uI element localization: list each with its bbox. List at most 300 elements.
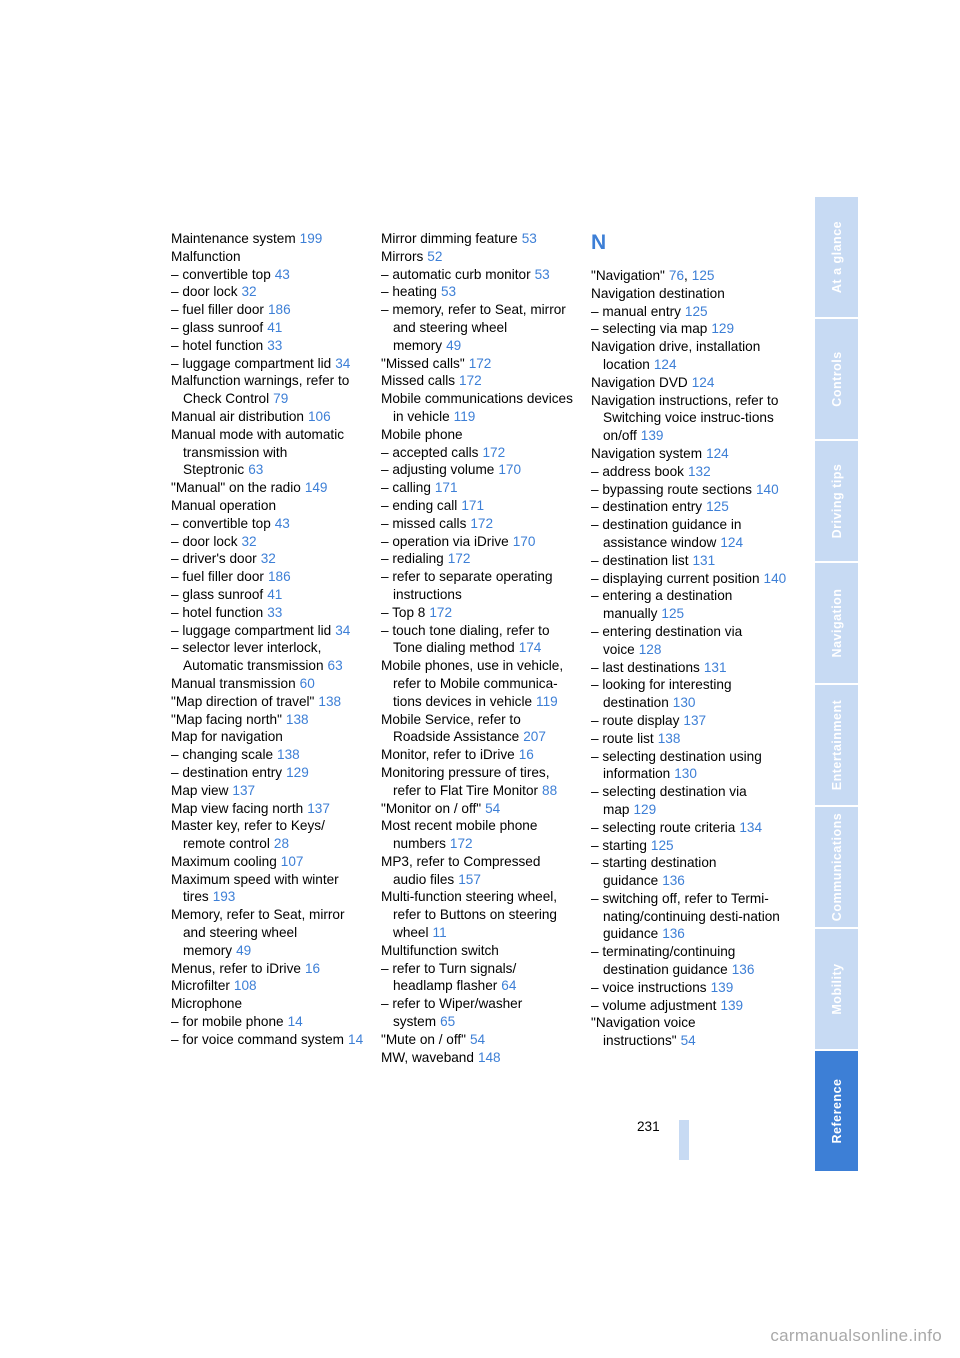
index-entry-text: – calling xyxy=(381,480,431,496)
index-entry xyxy=(381,657,577,710)
index-entry xyxy=(591,552,787,570)
index-entry-text: Microfilter xyxy=(171,978,230,994)
index-entry xyxy=(591,979,787,997)
index-entry xyxy=(381,444,577,462)
page-reference-link[interactable]: 32 xyxy=(241,533,257,549)
index-entry xyxy=(171,301,367,319)
index-entry xyxy=(171,728,367,746)
index-entry xyxy=(591,854,787,890)
index-entry-text: Malfunction xyxy=(171,248,241,264)
page-ref-separator: , xyxy=(684,268,688,283)
page-reference-link[interactable]: 64 xyxy=(501,978,517,994)
index-entry xyxy=(591,481,787,499)
page-reference-link[interactable]: 106 xyxy=(307,408,331,424)
index-entry-text: – refer to Turn signals/ headlamp flasher xyxy=(381,960,517,994)
index-entry xyxy=(591,676,787,712)
index-entry-text: – Top 8 xyxy=(381,604,426,620)
index-entry-text: – displaying current position xyxy=(591,570,760,586)
tab-label: Navigation xyxy=(829,588,844,658)
index-entry xyxy=(381,853,577,889)
page-reference-link[interactable]: 52 xyxy=(427,248,443,264)
page-reference-link[interactable]: 138 xyxy=(318,693,342,709)
index-entry-text: "Mute on / off" xyxy=(381,1031,466,1047)
page-reference-link[interactable]: 157 xyxy=(458,871,481,887)
index-entry xyxy=(591,285,787,303)
page-reference-link[interactable]: 139 xyxy=(720,997,744,1013)
page-reference-link[interactable]: 172 xyxy=(429,604,453,620)
page-number: 231 xyxy=(637,1119,660,1134)
index-entry-text: "Navigation" xyxy=(591,268,665,283)
index-entry-text: Multifunction switch xyxy=(381,942,499,958)
page-reference-link[interactable]: 32 xyxy=(241,284,257,300)
index-entry xyxy=(591,730,787,748)
index-entry xyxy=(381,604,577,622)
page-reference-link[interactable]: 139 xyxy=(710,979,734,995)
index-entry-text: – adjusting volume xyxy=(381,462,495,478)
index-column-3 xyxy=(591,230,787,1050)
page-reference-link[interactable]: 65 xyxy=(440,1014,456,1030)
page-reference-link[interactable]: 125 xyxy=(684,303,708,319)
index-entry xyxy=(171,622,367,640)
page-reference-link[interactable]: 14 xyxy=(348,1031,364,1047)
page-reference-link[interactable]: 124 xyxy=(720,534,744,550)
index-entry-text: Navigation destination xyxy=(591,285,725,301)
index-entry xyxy=(591,712,787,730)
index-entry xyxy=(591,392,787,445)
index-entry-text: – selecting destination via map xyxy=(591,784,747,817)
page-reference-link[interactable]: 108 xyxy=(233,978,257,994)
index-entry xyxy=(591,303,787,321)
index-entry-text: – refer to separate operating instructions xyxy=(381,569,553,602)
page-reference-link[interactable]: 107 xyxy=(280,853,304,869)
page-reference-link[interactable]: 41 xyxy=(267,319,283,335)
page-reference-link[interactable]: 43 xyxy=(274,266,290,282)
index-entry xyxy=(171,711,367,729)
index-entry xyxy=(591,338,787,374)
index-entry xyxy=(381,301,577,354)
index-entry-text: Menus, refer to iDrive xyxy=(171,960,301,976)
index-entry xyxy=(171,248,367,266)
index-entry xyxy=(171,479,367,497)
index-entry xyxy=(171,853,367,871)
index-entry-text: Monitoring pressure of tires, refer to Flat Tire Monitor xyxy=(381,764,550,798)
index-entry xyxy=(591,320,787,338)
page-reference-link[interactable]: 207 xyxy=(523,729,546,745)
page-reference-link[interactable]: 76 xyxy=(668,268,685,283)
page-reference-link[interactable]: 136 xyxy=(662,873,685,889)
index-entry-text: Navigation system xyxy=(591,445,703,461)
index-entry xyxy=(381,1031,577,1049)
index-entry xyxy=(171,230,367,248)
page-reference-link[interactable]: 88 xyxy=(542,782,558,798)
index-letter-heading: N xyxy=(591,231,607,254)
index-entry xyxy=(591,837,787,855)
index-entry-text: – selecting route criteria xyxy=(591,819,736,835)
index-entry-text: – manual entry xyxy=(591,303,681,319)
index-entry xyxy=(591,659,787,677)
tab-label: Controls xyxy=(829,351,844,407)
tab-label: Reference xyxy=(829,1078,844,1144)
index-entry-text: – last destinations xyxy=(591,659,700,675)
page-reference-link[interactable]: 28 xyxy=(273,836,290,852)
index-entry xyxy=(591,570,787,588)
index-entry xyxy=(381,283,577,301)
index-entry-text: – touch tone dialing, refer to Tone dialing method xyxy=(381,622,550,656)
index-entry-text: – starting destination guidance xyxy=(591,855,717,889)
index-entry-text: – switching off, refer to Termi-nating/continuing desti-nation guidance xyxy=(591,890,780,942)
index-entry xyxy=(381,533,577,551)
index-entry-text: Manual operation xyxy=(171,497,277,513)
index-entry-text: – selector lever interlock, Automatic transmission xyxy=(171,640,324,674)
index-entry xyxy=(591,1014,787,1050)
page-reference-link[interactable]: 134 xyxy=(739,819,763,835)
index-entry-text: "Monitor on / off" xyxy=(381,800,482,816)
index-entry-text: – ending call xyxy=(381,497,458,513)
index-entry-text: Map view facing north xyxy=(171,800,304,816)
index-entry-text: "Missed calls" xyxy=(381,355,465,371)
page-reference-link[interactable]: 129 xyxy=(711,321,735,337)
index-entry xyxy=(381,817,577,853)
page-reference-link[interactable]: 172 xyxy=(447,551,471,567)
index-entry xyxy=(381,248,577,266)
index-entry xyxy=(591,943,787,979)
index-entry-text: "Map facing north" xyxy=(171,711,282,727)
index-entry-text: – door lock xyxy=(171,284,238,300)
page-reference-link[interactable]: 140 xyxy=(763,570,787,586)
index-entry-text: Monitor, refer to iDrive xyxy=(381,747,515,763)
index-entry xyxy=(171,568,367,586)
page-reference-link[interactable]: 138 xyxy=(657,730,681,746)
index-entry-text: – destination list xyxy=(591,552,689,568)
index-entry-text: Navigation DVD xyxy=(591,374,688,390)
index-column-2 xyxy=(381,230,577,1066)
index-entry-text: – memory, refer to Seat, mirror and steering wheel memory xyxy=(381,302,566,353)
page-reference-link[interactable]: 53 xyxy=(521,231,537,246)
page-reference-link[interactable]: 53 xyxy=(440,284,457,300)
index-entry-text: – luggage compartment lid xyxy=(171,622,332,638)
index-entry-text: – terminating/continuing destination guidance xyxy=(591,944,736,978)
page-reference-link[interactable]: 130 xyxy=(674,766,697,782)
page-reference-link[interactable]: 140 xyxy=(755,481,779,497)
tab-entertainment[interactable] xyxy=(815,685,858,807)
index-entry-text: Navigation drive, installation location xyxy=(591,339,761,372)
index-entry xyxy=(381,497,577,515)
index-entry-text: "Map direction of travel" xyxy=(171,693,315,709)
page-reference-link[interactable]: 43 xyxy=(274,515,290,531)
index-entry xyxy=(171,604,367,622)
index-entry xyxy=(171,372,367,408)
index-entry xyxy=(591,783,787,819)
page-reference-link[interactable]: 139 xyxy=(640,428,664,444)
index-entry-text: – for voice command system xyxy=(171,1031,345,1047)
index-entry xyxy=(171,1031,367,1049)
index-entry xyxy=(591,463,787,481)
page-reference-link[interactable]: 119 xyxy=(536,693,558,709)
index-entry-text: Memory, refer to Seat, mirror and steering wheel memory xyxy=(171,907,345,958)
page-reference-link[interactable]: 136 xyxy=(662,926,685,942)
index-entry-text: Multi-function steering wheel, refer to Buttons on steering wheel xyxy=(381,889,558,941)
tab-navigation[interactable] xyxy=(815,563,858,685)
index-entry xyxy=(171,533,367,551)
index-entry xyxy=(171,319,367,337)
index-entry xyxy=(171,355,367,373)
page-reference-link[interactable]: 63 xyxy=(248,462,264,478)
page-reference-link[interactable]: 60 xyxy=(299,675,315,691)
index-entry-text: – route display xyxy=(591,712,680,728)
page-reference-link[interactable]: 148 xyxy=(477,1049,501,1065)
index-entry xyxy=(381,764,577,800)
page-reference-link[interactable]: 49 xyxy=(236,942,252,958)
page-reference-link[interactable]: 170 xyxy=(498,462,522,478)
page-reference-link[interactable]: 33 xyxy=(267,337,283,353)
page-reference-link[interactable]: 171 xyxy=(434,480,458,496)
page-reference-link[interactable]: 54 xyxy=(680,1033,696,1049)
index-entry xyxy=(171,764,367,782)
index-entry xyxy=(171,515,367,533)
index-entry-text: Manual mode with automatic transmission with Steptronic xyxy=(171,426,345,478)
index-entry xyxy=(381,888,577,941)
index-entry-text: Manual transmission xyxy=(171,675,296,691)
watermark: carmanualsonline.info xyxy=(770,1326,942,1345)
page-reference-link[interactable]: 193 xyxy=(212,889,236,905)
page-reference-link[interactable]: 137 xyxy=(307,800,330,816)
index-entry xyxy=(591,623,787,659)
index-entry-text: Maintenance system xyxy=(171,231,296,246)
index-entry xyxy=(171,995,367,1013)
index-entry xyxy=(171,782,367,800)
index-entry xyxy=(591,445,787,463)
index-entry-text: – destination entry xyxy=(171,764,283,780)
index-entry-text: Manual air distribution xyxy=(171,408,304,424)
index-entry-text: "Navigation voice instructions" xyxy=(591,1015,696,1049)
index-entry xyxy=(591,890,787,943)
index-entry xyxy=(381,390,577,426)
page-reference-link[interactable]: 63 xyxy=(327,658,343,674)
tab-label: Entertainment xyxy=(829,699,844,791)
index-entry xyxy=(171,906,367,959)
page-reference-link[interactable]: 119 xyxy=(453,408,476,424)
page-reference-link[interactable]: 172 xyxy=(468,355,492,371)
index-entry xyxy=(171,960,367,978)
page-reference-link[interactable]: 186 xyxy=(267,302,291,318)
index-entry xyxy=(171,283,367,301)
tab-label: Driving tips xyxy=(829,463,844,539)
page-reference-link[interactable]: 128 xyxy=(638,641,662,657)
page-reference-link[interactable]: 33 xyxy=(267,604,283,620)
page-reference-link[interactable]: 149 xyxy=(304,480,328,496)
tab-at-a-glance[interactable] xyxy=(815,197,858,319)
page-reference-link[interactable]: 14 xyxy=(287,1014,303,1030)
tab-communications[interactable] xyxy=(815,807,858,929)
page-reference-link[interactable]: 54 xyxy=(485,800,501,816)
page-reference-link[interactable]: 32 xyxy=(260,551,276,567)
index-entry-text: – accepted calls xyxy=(381,444,479,460)
index-entry-text: – fuel filler door xyxy=(171,569,264,585)
index-entry xyxy=(591,748,787,784)
page-reference-link[interactable]: 34 xyxy=(335,622,351,638)
index-entry-text: Maximum cooling xyxy=(171,853,277,869)
index-entry xyxy=(171,266,367,284)
index-entry-text: Map view xyxy=(171,782,229,798)
index-entry xyxy=(171,871,367,907)
index-entry xyxy=(381,355,577,373)
tab-driving-tips[interactable] xyxy=(815,441,858,563)
index-entry-text: – refer to Wiper/washer system xyxy=(381,996,523,1030)
index-entry-text: – destination guidance in assistance window xyxy=(591,517,742,550)
tab-reference[interactable] xyxy=(815,1051,858,1173)
tab-label: Communications xyxy=(829,812,844,922)
index-column-1 xyxy=(171,230,367,1049)
index-entry xyxy=(381,461,577,479)
page-reference-link[interactable]: 79 xyxy=(273,391,289,407)
index-entry-text: – operation via iDrive xyxy=(381,533,509,549)
index-entry-text: – starting xyxy=(591,837,647,853)
page-reference-link[interactable]: 125 xyxy=(691,268,715,283)
tab-mobility[interactable] xyxy=(815,929,858,1051)
index-entry-text: – hotel function xyxy=(171,337,264,353)
page-reference-link[interactable]: 172 xyxy=(470,515,494,531)
index-entry-text: – selecting via map xyxy=(591,321,708,337)
index-entry xyxy=(171,337,367,355)
index-entry xyxy=(171,639,367,675)
page-reference-link[interactable]: 125 xyxy=(706,499,729,515)
index-entry-text: – heating xyxy=(381,284,437,300)
page-reference-link[interactable]: 53 xyxy=(534,266,550,282)
index-entry-text: – looking for interesting destination xyxy=(591,677,732,711)
page-reference-link[interactable]: 129 xyxy=(286,764,309,780)
page-reference-link[interactable]: 49 xyxy=(446,337,462,353)
index-entry xyxy=(381,479,577,497)
index-entry-text: – missed calls xyxy=(381,515,467,531)
page-reference-link[interactable]: 131 xyxy=(703,659,727,675)
index-entry xyxy=(381,711,577,747)
index-entry xyxy=(171,408,367,426)
tab-label: At a glance xyxy=(829,220,844,294)
index-entry-text: Mobile Service, refer to Roadside Assistance xyxy=(381,711,521,745)
index-entry-text: MW, waveband xyxy=(381,1049,474,1065)
page-reference-link[interactable]: 199 xyxy=(299,231,323,246)
page-reference-link[interactable]: 137 xyxy=(683,712,707,728)
page-reference-link[interactable]: 11 xyxy=(432,925,447,941)
page-reference-link[interactable]: 132 xyxy=(687,463,711,479)
index-entry-text: Malfunction warnings, refer to Check Control xyxy=(171,373,350,407)
page-reference-link[interactable]: 137 xyxy=(232,782,256,798)
index-entry-text: Maximum speed with winter tires xyxy=(171,871,339,905)
index-entry-text: Most recent mobile phone numbers xyxy=(381,818,538,852)
index-entry xyxy=(381,266,577,284)
index-entry-text: Map for navigation xyxy=(171,729,283,745)
page-reference-link[interactable]: 125 xyxy=(661,606,685,622)
index-entry xyxy=(381,746,577,764)
index-entry-text: – door lock xyxy=(171,533,238,549)
index-entry-text: – luggage compartment lid xyxy=(171,355,332,371)
index-entry xyxy=(381,960,577,996)
index-entry-text: – glass sunroof xyxy=(171,319,264,335)
index-entry-text: – convertible top xyxy=(171,266,271,282)
page-reference-link[interactable]: 41 xyxy=(267,586,283,602)
index-entry xyxy=(381,372,577,390)
index-entry-text: – hotel function xyxy=(171,604,264,620)
index-entry-text: – address book xyxy=(591,463,684,479)
index-entry xyxy=(591,516,787,552)
page-reference-link[interactable]: 171 xyxy=(461,497,485,513)
index-entry-text: Master key, refer to Keys/ remote control xyxy=(171,818,325,852)
index-entry xyxy=(171,550,367,568)
page-reference-link[interactable]: 172 xyxy=(449,836,473,852)
page-reference-link[interactable]: 16 xyxy=(304,960,321,976)
page-reference-link[interactable]: 124 xyxy=(691,374,715,390)
page-reference-link[interactable]: 138 xyxy=(277,747,300,763)
index-entry-text: – selecting destination using information xyxy=(591,748,762,782)
page-reference-link[interactable]: 172 xyxy=(482,444,506,460)
index-entry-text: Mobile phones, use in vehicle, refer to Mobile communica-tions devices in vehicle xyxy=(381,658,564,709)
page-reference-link[interactable]: 124 xyxy=(706,445,729,461)
index-entry xyxy=(171,1013,367,1031)
index-entry-text: – fuel filler door xyxy=(171,302,264,318)
index-entry xyxy=(171,497,367,515)
page-reference-link[interactable]: 130 xyxy=(672,695,696,711)
index-entry xyxy=(171,977,367,995)
index-entry xyxy=(381,1049,577,1067)
index-entry-text: Missed calls xyxy=(381,373,456,389)
index-entry-text: – changing scale xyxy=(171,747,274,763)
index-entry xyxy=(171,817,367,853)
index-entry xyxy=(381,995,577,1031)
index-entry-text: – entering a destination manually xyxy=(591,588,733,622)
index-entry-text: – driver's door xyxy=(171,551,257,567)
index-entry-text: – volume adjustment xyxy=(591,997,717,1013)
page-reference-link[interactable]: 129 xyxy=(633,801,657,817)
page-reference-link[interactable]: 186 xyxy=(267,569,291,585)
index-entry xyxy=(171,426,367,479)
index-entry-text: – voice instructions xyxy=(591,979,707,995)
page-reference-link[interactable]: 170 xyxy=(512,533,536,549)
index-entry-text: Navigation instructions, refer to Switching voice instruc-tions on/off xyxy=(591,392,779,444)
section-tabs xyxy=(815,197,858,1173)
page-reference-link[interactable]: 138 xyxy=(285,711,309,727)
index-entry-text: Mobile communications devices in vehicle xyxy=(381,391,573,424)
tab-label: Mobility xyxy=(829,963,844,1015)
index-entry xyxy=(171,746,367,764)
tab-controls[interactable] xyxy=(815,319,858,441)
index-entry xyxy=(591,819,787,837)
index-entry-text: – glass sunroof xyxy=(171,586,264,602)
page-reference-link[interactable]: 54 xyxy=(469,1031,486,1047)
page-reference-link[interactable]: 34 xyxy=(335,355,351,371)
index-entry xyxy=(171,800,367,818)
index-entry-text: "Manual" on the radio xyxy=(171,480,301,496)
index-entry-text: – entering destination via voice xyxy=(591,623,743,657)
page-reference-link[interactable]: 131 xyxy=(692,552,716,568)
index-entry xyxy=(171,675,367,693)
page-number-bar xyxy=(679,1120,689,1160)
page-reference-link[interactable]: 16 xyxy=(518,747,534,763)
index-entry xyxy=(381,942,577,960)
page-reference-link[interactable]: 174 xyxy=(518,640,542,656)
index-entry-text: – destination entry xyxy=(591,499,703,515)
index-entry xyxy=(171,586,367,604)
page-reference-link[interactable]: 136 xyxy=(731,962,755,978)
page-reference-link[interactable]: 125 xyxy=(650,837,674,853)
index-entry xyxy=(381,230,577,248)
index-entry-text: – for mobile phone xyxy=(171,1014,284,1030)
index-entry xyxy=(591,267,787,285)
index-entry-text: – redialing xyxy=(381,551,444,567)
index-entry xyxy=(591,374,787,392)
page-reference-link[interactable]: 124 xyxy=(653,356,677,372)
index-entry-text: – route list xyxy=(591,730,654,746)
page-reference-link[interactable]: 172 xyxy=(459,373,482,389)
